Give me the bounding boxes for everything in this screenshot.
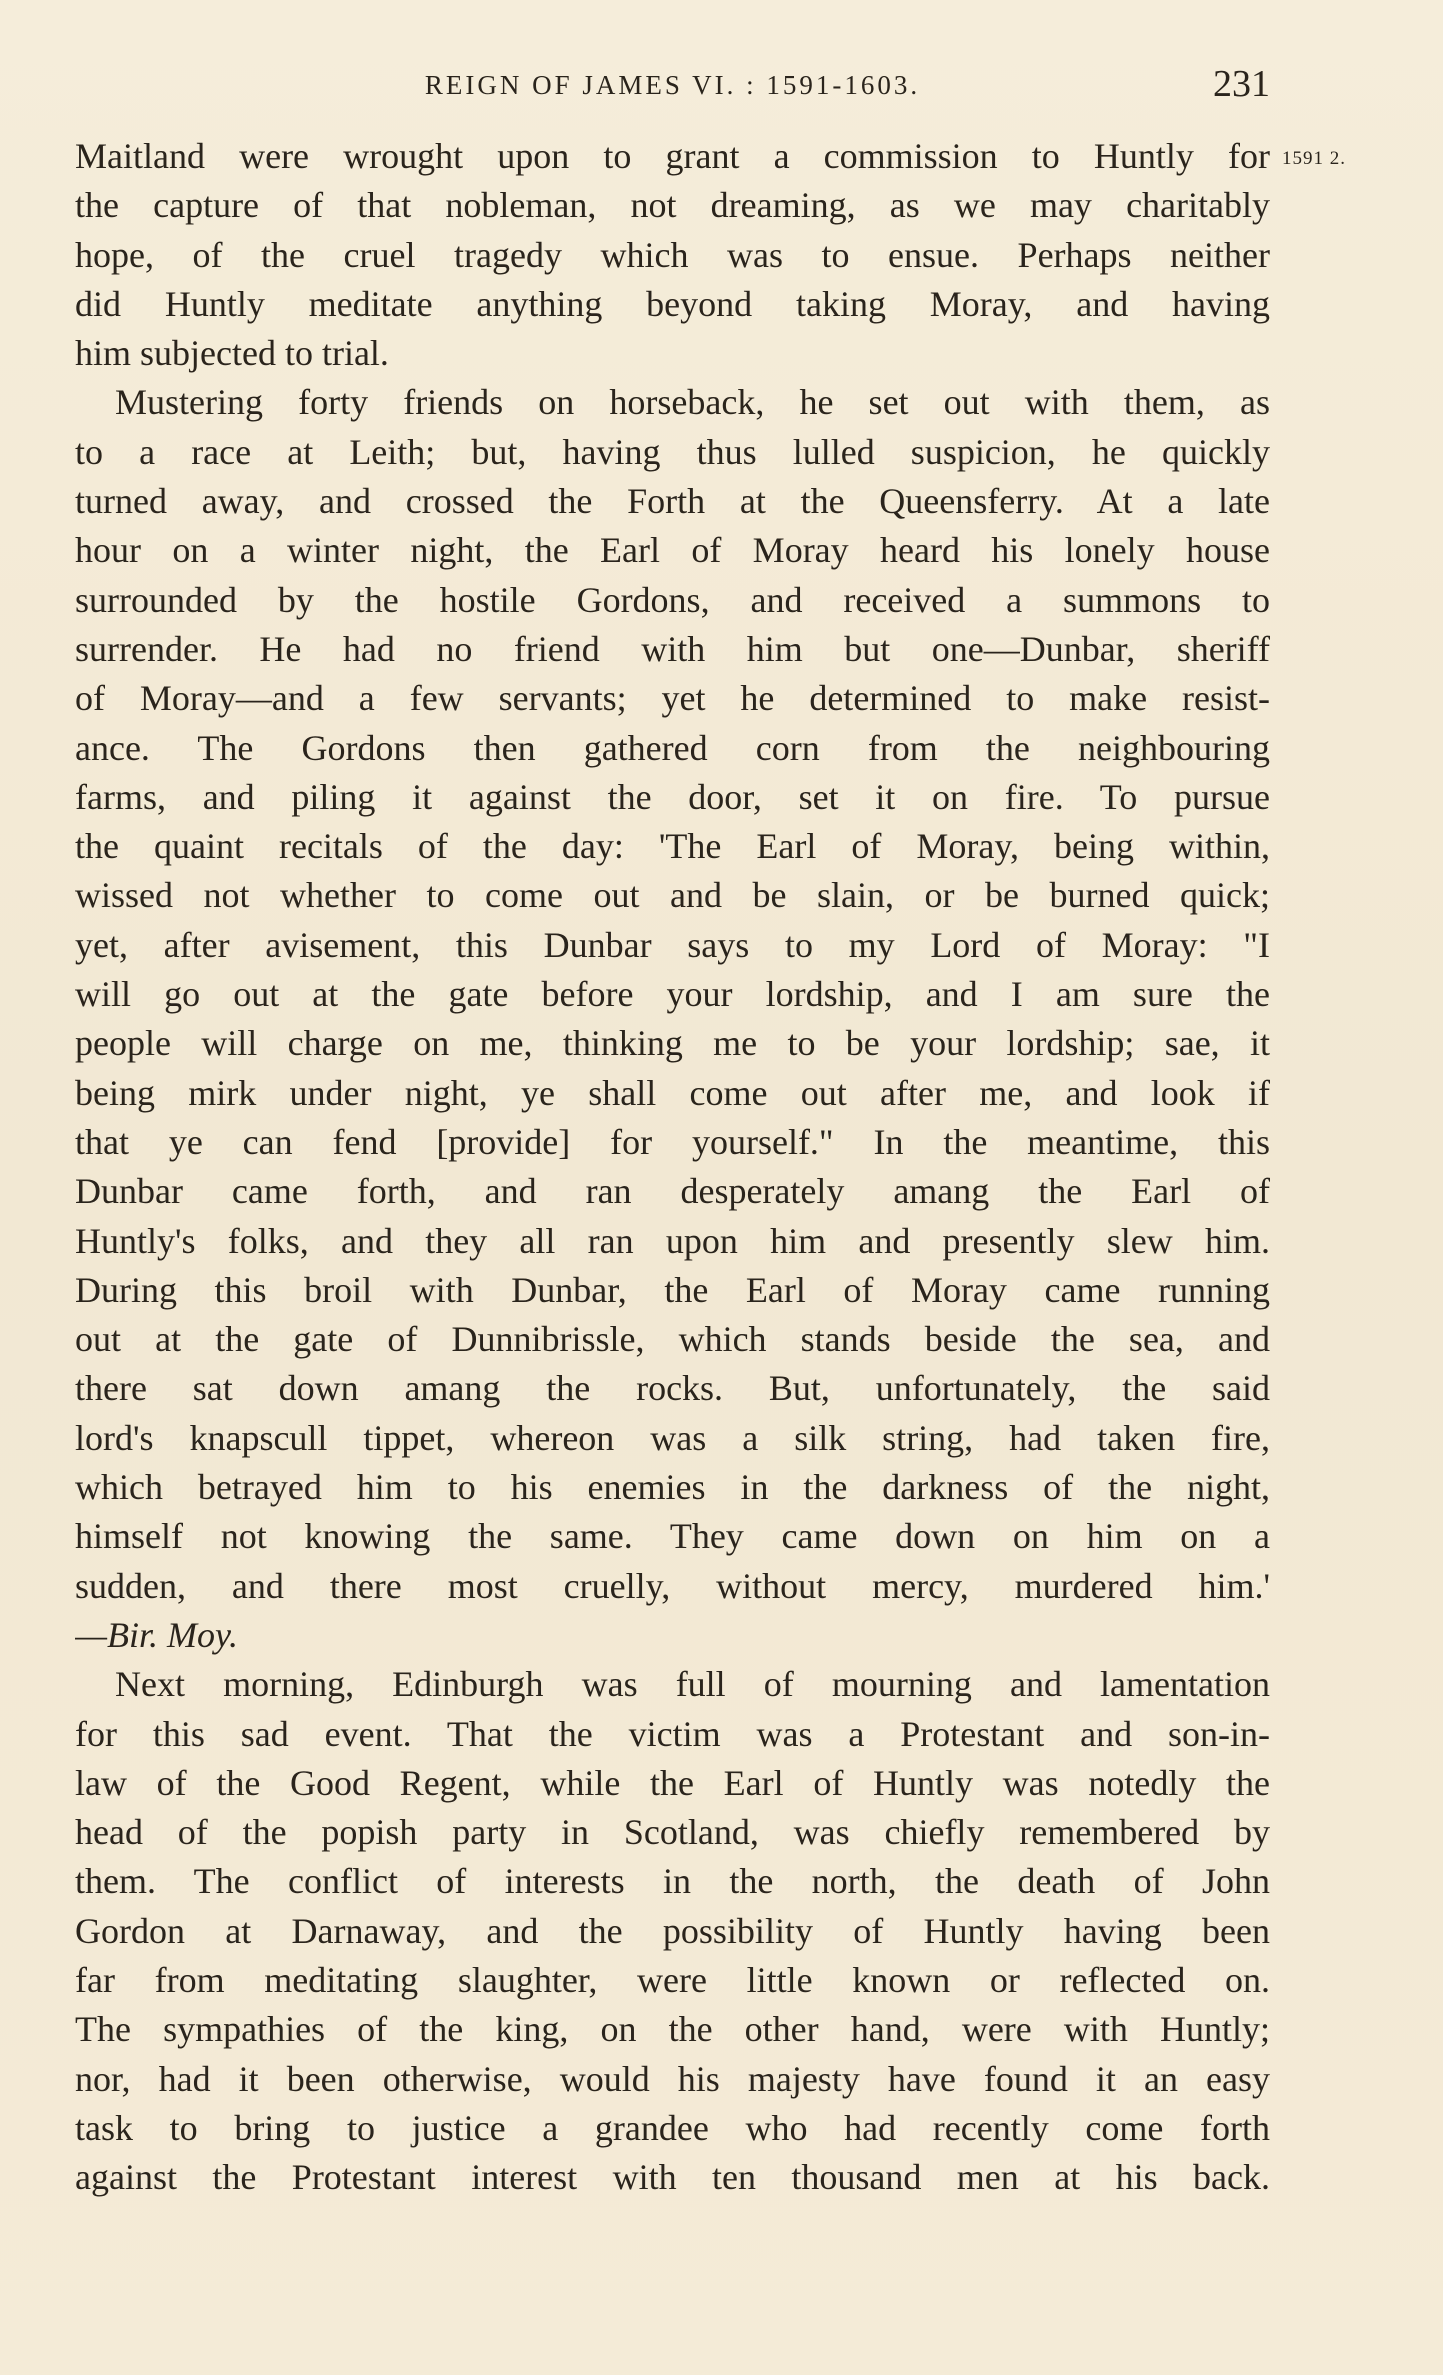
text-line: During this broil with Dunbar, the Earl of Moray came running bbox=[75, 1269, 1270, 1310]
text-line: being mirk under night, ye shall come out after me, and look if bbox=[75, 1072, 1270, 1113]
text-line: law of the Good Regent, while the Earl of Huntly was notedly the bbox=[75, 1762, 1270, 1803]
text-line: Dunbar came forth, and ran desperately amang the Earl of bbox=[75, 1171, 1270, 1212]
text-line: Next morning, Edinburgh was full of mourning and lamentation bbox=[115, 1664, 1270, 1705]
text-line: Mustering forty friends on horseback, he set out with them, as bbox=[115, 382, 1270, 423]
text-line: people will charge on me, thinking me to be your lordship; sae, it bbox=[75, 1023, 1270, 1064]
text-line: out at the gate of Dunnibrissle, which stands beside the sea, and bbox=[75, 1319, 1270, 1360]
text-line: ance. The Gordons then gathered corn from the neighbouring bbox=[75, 727, 1270, 768]
running-head bbox=[75, 62, 1270, 112]
text-line: to a race at Leith; but, having thus lulled suspicion, he quickly bbox=[75, 431, 1270, 472]
text-line: hope, of the cruel tragedy which was to ensue. Perhaps neither bbox=[75, 234, 1270, 275]
citation-line: —Bir. Moy. bbox=[75, 1614, 239, 1655]
text-line: against the Protestant interest with ten thousand men at his back. bbox=[75, 2157, 1270, 2198]
text-line: The sympathies of the king, on the other hand, were with Huntly; bbox=[75, 2009, 1270, 2050]
text-line: nor, had it been otherwise, would his majesty have found it an easy bbox=[75, 2058, 1270, 2099]
body-text bbox=[75, 132, 1270, 2202]
text-line: turned away, and crossed the Forth at the Queensferry. At a late bbox=[75, 481, 1270, 522]
text-line: yet, after avisement, this Dunbar says to my Lord of Moray: "I bbox=[75, 924, 1270, 965]
text-line: surrender. He had no friend with him but one—Dunbar, sheriff bbox=[75, 628, 1270, 669]
text-line: that ye can fend [provide] for yourself." In the meantime, this bbox=[75, 1121, 1270, 1162]
text-line: will go out at the gate before your lordship, and I am sure the bbox=[75, 974, 1270, 1015]
text-line: himself not knowing the same. They came down on him on a bbox=[75, 1516, 1270, 1557]
text-line: wissed not whether to come out and be slain, or be burned quick; bbox=[75, 875, 1270, 916]
text-line: the capture of that nobleman, not dreaming, as we may charitably bbox=[75, 185, 1270, 226]
text-line: far from meditating slaughter, were little known or reflected on. bbox=[75, 1959, 1270, 2000]
text-line: did Huntly meditate anything beyond taking Moray, and having bbox=[75, 283, 1270, 324]
marginal-date-note: 1591 2. bbox=[1282, 148, 1346, 169]
text-line: them. The conflict of interests in the north, the death of John bbox=[75, 1861, 1270, 1902]
text-line: head of the popish party in Scotland, was chiefly remembered by bbox=[75, 1812, 1270, 1853]
text-line: surrounded by the hostile Gordons, and received a summons to bbox=[75, 579, 1270, 620]
text-line: of Moray—and a few servants; yet he determined to make resist- bbox=[75, 678, 1270, 719]
text-line: lord's knapscull tippet, whereon was a silk string, had taken fire, bbox=[75, 1417, 1270, 1458]
text-line: for this sad event. That the victim was a Protestant and son-in- bbox=[75, 1713, 1270, 1754]
running-title: REIGN OF JAMES VI. : 1591-1603. bbox=[424, 70, 921, 100]
text-line: task to bring to justice a grandee who had recently come forth bbox=[75, 2107, 1270, 2148]
text-line: there sat down amang the rocks. But, unfortunately, the said bbox=[75, 1368, 1270, 1409]
text-line: farms, and piling it against the door, set it on fire. To pursue bbox=[75, 776, 1270, 817]
page-number: 231 bbox=[1213, 63, 1270, 105]
text-line: sudden, and there most cruelly, without mercy, murdered him.' bbox=[75, 1565, 1270, 1606]
text-line: Huntly's folks, and they all ran upon him and presently slew him. bbox=[75, 1220, 1270, 1261]
text-line: him subjected to trial. bbox=[75, 333, 389, 374]
text-line: which betrayed him to his enemies in the darkness of the night, bbox=[75, 1467, 1270, 1508]
text-line: the quaint recitals of the day: 'The Earl of Moray, being within, bbox=[75, 826, 1270, 867]
text-line: hour on a winter night, the Earl of Moray heard his lonely house bbox=[75, 530, 1270, 571]
text-line: Gordon at Darnaway, and the possibility of Huntly having been bbox=[75, 1910, 1270, 1951]
text-line: Maitland were wrought upon to grant a commission to Huntly for bbox=[75, 136, 1270, 176]
